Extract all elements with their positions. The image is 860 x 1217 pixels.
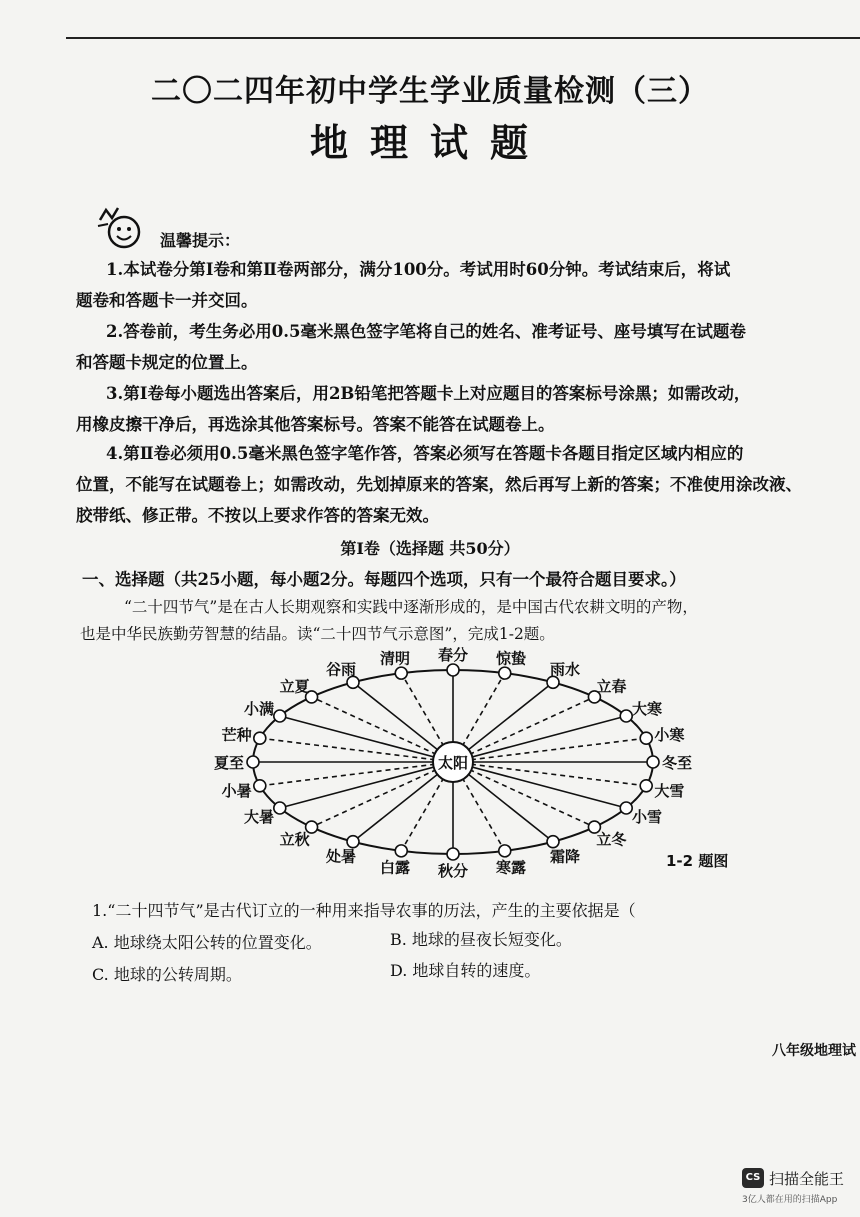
tip-item-1-rest: 题卷和答题卡一并交回。 (76, 291, 258, 310)
ray-11 (260, 738, 453, 762)
tip-item-1 (76, 254, 816, 316)
tips-heading: 温馨提示： (160, 231, 241, 250)
grade-footer: 八年级地理试 (772, 1043, 856, 1059)
tip-item-2-line1: 2.答卷前，考生务必用0.5毫米黑色签字笔将自己的姓名、准考证号、座号填写在试题卷 (106, 322, 746, 341)
term-label: 大雪 (654, 781, 685, 800)
ray-14 (280, 762, 453, 808)
ray-22 (453, 762, 626, 808)
term-label: 立春 (596, 677, 627, 696)
ray-23 (453, 762, 646, 786)
solar-terms-diagram (195, 640, 715, 880)
figure-caption: 1-2 题图 (666, 852, 729, 870)
tip-item-4-rest: 位置，不能写在试题卷上；如需改动，先划掉原来的答案，然后再写上新的答案；不准使用涂改液、胶带纸、修正带。不按以上要求作答的答案无效。 (76, 475, 802, 525)
term-point (395, 845, 407, 857)
term-label: 春分 (437, 646, 469, 664)
term-label: 清明 (380, 649, 411, 668)
term-point (620, 710, 632, 722)
ray-10 (280, 716, 453, 762)
term-label: 立冬 (596, 830, 627, 849)
top-rule (66, 37, 860, 39)
term-label: 霜降 (549, 847, 581, 866)
term-point (447, 664, 459, 676)
tip-item-3-rest: 用橡皮擦干净后，再选涂其他答案标号。答案不能答在试题卷上。 (76, 415, 555, 434)
term-point (274, 710, 286, 722)
term-point (274, 802, 286, 814)
term-point (395, 667, 407, 679)
scanner-logo-icon: CS (742, 1168, 764, 1188)
term-label: 小雪 (631, 808, 662, 826)
intro-line2: 也是中华民族勤劳智慧的结晶。读“二十四节气示意图”，完成1-2题。 (80, 625, 555, 643)
question-type-heading: 一、选择题（共25小题，每小题2分。每题四个选项，只有一个最符合题目要求。） (82, 570, 686, 589)
term-label: 惊蛰 (495, 649, 526, 668)
intro-line1: “二十四节气”是在古人长期观察和实践中逐渐形成的，是中国古代农耕文明的产物， (124, 598, 698, 616)
term-label: 处暑 (325, 847, 357, 866)
term-point (499, 667, 511, 679)
tip-item-2-rest: 和答题卡规定的位置上。 (76, 353, 258, 372)
term-point (640, 732, 652, 744)
section-title: 第Ⅰ卷（选择题 共50分） (340, 539, 520, 558)
term-point (254, 780, 266, 792)
tip-item-1-line1: 1.本试卷分第Ⅰ卷和第Ⅱ卷两部分，满分100分。考试用时60分钟。考试结束后，将试 (106, 260, 731, 279)
term-label: 雨水 (549, 660, 581, 679)
ray-13 (260, 762, 453, 786)
tip-item-4 (76, 438, 816, 531)
question-1-stem: 1.“二十四节气”是古代订立的一种用来指导农事的历法，产生的主要依据是（ (92, 901, 636, 920)
option-a: A. 地球绕太阳公转的位置变化。 (92, 933, 322, 952)
term-point (247, 756, 259, 768)
term-point (347, 836, 359, 848)
option-c: C. 地球的公转周期。 (92, 965, 242, 984)
option-b: B. 地球的昼夜长短变化。 (390, 930, 572, 949)
term-point (447, 848, 459, 860)
term-label: 芒种 (221, 726, 252, 745)
term-label: 立夏 (279, 677, 310, 696)
term-label: 夏至 (213, 754, 245, 772)
ray-1 (453, 738, 646, 762)
term-label: 大寒 (631, 700, 662, 718)
term-point (620, 802, 632, 814)
sun-label: 太阳 (437, 754, 469, 772)
ray-2 (453, 716, 626, 762)
term-label: 小暑 (221, 781, 252, 800)
scanner-slogan: 3亿人都在用的扫描App (742, 1195, 838, 1205)
term-label: 白露 (380, 858, 411, 877)
tip-item-2 (76, 316, 816, 378)
scanner-app-name: 扫描全能王 (769, 1170, 845, 1188)
term-label: 秋分 (437, 862, 469, 880)
term-point (640, 780, 652, 792)
term-label: 小满 (244, 700, 275, 718)
term-label: 冬至 (661, 754, 693, 772)
exam-title: 二〇二四年初中学生学业质量检测（三） (151, 74, 709, 109)
term-label: 小寒 (654, 726, 685, 745)
term-label: 谷雨 (325, 660, 357, 679)
smiley-icon (96, 206, 148, 254)
term-point (547, 836, 559, 848)
term-label: 寒露 (495, 858, 526, 877)
tip-item-3 (76, 378, 816, 440)
term-point (499, 845, 511, 857)
option-d: D. 地球自转的速度。 (390, 961, 541, 980)
term-label: 立秋 (279, 830, 310, 849)
term-point (647, 756, 659, 768)
term-label: 大暑 (244, 808, 275, 826)
tip-item-4-line1: 4.第Ⅱ卷必须用0.5毫米黑色签字笔作答，答案必须写在答题卡各题目指定区域内相应的 (106, 444, 744, 463)
term-point (254, 732, 266, 744)
tip-item-3-line1: 3.第Ⅰ卷每小题选出答案后，用2B铅笔把答题卡上对应题目的答案标号涂黑；如需改动， (106, 384, 751, 403)
subject-title: 地理试题 (309, 120, 550, 165)
